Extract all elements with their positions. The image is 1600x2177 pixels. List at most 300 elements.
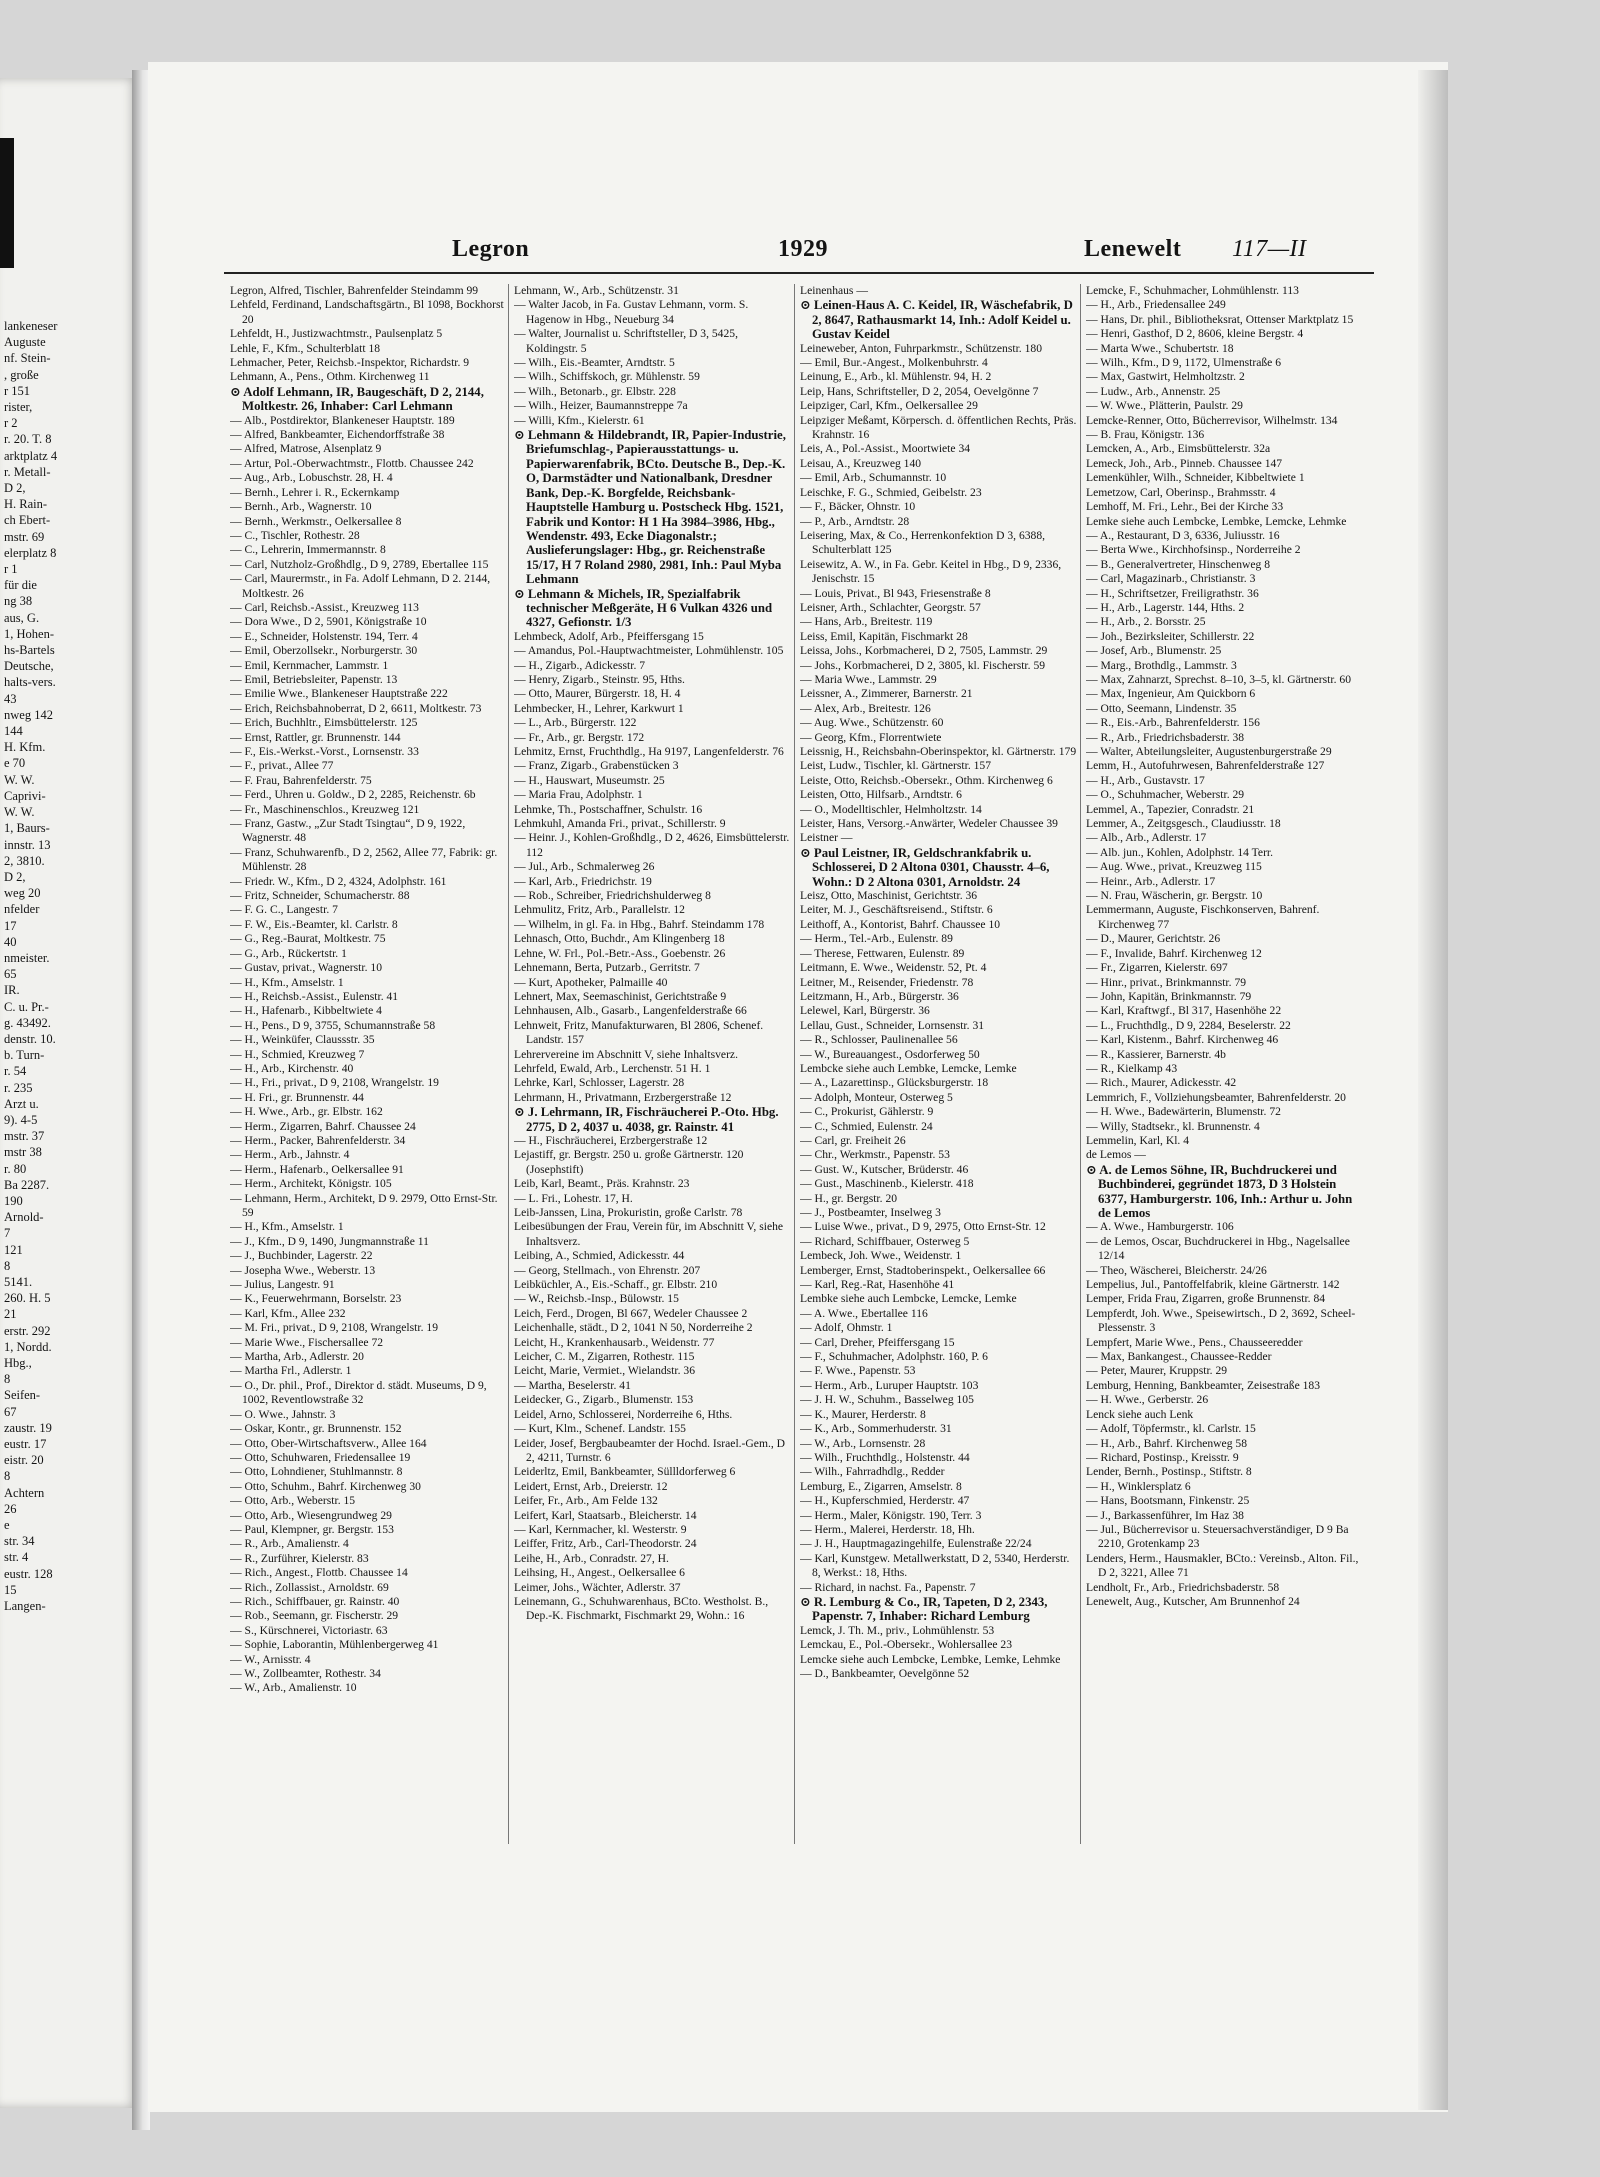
directory-entry: — Herm., Hafenarb., Oelkersallee 91 [230,1162,404,1176]
directory-entry: — R., Schlosser, Paulinenallee 56 [800,1033,958,1047]
directory-entry: Lemmel, A., Tapezier, Conradstr. 21 [1086,802,1255,816]
facing-page-line: Auguste [4,335,46,350]
directory-entry: — Wilh., Fruchthdlg., Holstenstr. 44 [800,1450,970,1464]
directory-entry: — Richard, Postinsp., Kreisstr. 9 [1086,1450,1239,1464]
facing-page-line: 260. H. 5 [4,1291,51,1306]
directory-entry: Leib, Karl, Beamt., Präs. Krahnstr. 23 [514,1177,690,1191]
facing-page-line: W. W. [4,805,35,820]
facing-page-line: str. 34 [4,1534,35,1549]
facing-page-line: lankeneser [4,319,58,333]
directory-entry: — Fr., Arb., gr. Bergstr. 172 [514,730,645,744]
directory-entry: — A. Wwe., Hamburgerstr. 106 [1086,1220,1234,1234]
page-right-edge [1418,70,1448,2110]
directory-entry: — Rich., Zollassist., Arnoldstr. 69 [230,1580,389,1594]
facing-page-line: r. 80 [4,1161,27,1176]
directory-entry: Leibesübungen der Frau, Verein für, im Abschnitt V, siehe Inhaltsverz. [514,1220,784,1248]
directory-entry: — J., Kfm., D 9, 1490, Jungmannstraße 11 [230,1234,429,1248]
directory-entry: — Martha Frl., Adlerstr. 1 [230,1364,352,1378]
directory-entry: — Wilh., Schiffskoch, gr. Mühlenstr. 59 [514,370,700,384]
directory-entry: — A. Wwe., Ebertallee 116 [800,1306,928,1320]
facing-page-line: Ba 2287. [4,1177,50,1192]
directory-entry: Lemmermann, Auguste, Fischkonserven, Bahrenf. Kirchenweg 77 [1086,903,1320,931]
facing-page-line: 7 [4,1226,11,1241]
directory-entry: — Otto, Arb., Weberstr. 15 [230,1494,356,1508]
directory-entry: — Otto, Lohndiener, Stuhlmannstr. 8 [230,1465,403,1479]
directory-entry: — Carl, Maurermstr., in Fa. Adolf Lehmann, D 2. 2144, Moltkestr. 26 [230,572,491,600]
directory-entry: — Alfred, Matrose, Alsenplatz 9 [230,442,382,456]
directory-entry: — F., privat., Allee 77 [230,759,334,773]
directory-entry: — Fr., Maschinenschlos., Kreuzweg 121 [230,802,420,816]
directory-entry: — C., Lehrerin, Immermannstr. 8 [230,543,386,557]
directory-entry: — Maria Frau, Adolphstr. 1 [514,788,643,802]
directory-entry: Lehnemann, Berta, Putzarb., Gerritstr. 7 [514,961,700,975]
directory-entry: Lemetzow, Carl, Oberinsp., Brahmsstr. 4 [1086,485,1276,499]
directory-entry: — H., Arb., Friedensallee 249 [1086,298,1226,312]
directory-entry: — Carl, Reichsb.-Assist., Kreuzweg 113 [230,600,419,614]
directory-entry: — W., Bureauangest., Osdorferweg 50 [800,1047,980,1061]
directory-entry: — Fritz, Schneider, Schumacherstr. 88 [230,889,410,903]
column-rule [794,284,795,1844]
directory-entry: Leicht, Marie, Vermiet., Wielandstr. 36 [514,1364,696,1378]
directory-entry: — Karl, Kfm., Allee 232 [230,1306,346,1320]
directory-entry: — Paul, Klempner, gr. Bergstr. 153 [230,1522,394,1536]
directory-entry: Leischke, F. G., Schmied, Geibelstr. 23 [800,485,982,499]
directory-entry: — H., Fri., privat., D 9, 2108, Wrangelstr. 19 [230,1076,439,1090]
facing-page-line: arktplatz 4 [4,448,58,463]
page-tab-mark [0,138,14,268]
directory-entry: Lemm, H., Autofuhrwesen, Bahrenfelderstraße 127 [1086,759,1325,773]
facing-page-line: r 2 [4,416,18,431]
directory-entry: — J. H., Hauptmagazingehilfe, Eulenstraße 22/24 [800,1537,1032,1551]
directory-entry: Lehmitz, Ernst, Fruchthdlg., Ha 9197, Langenfelderstr. 76 [514,745,784,758]
facing-page-line: aus, G. [4,610,40,625]
directory-entry: Leister, Hans, Versorg.-Anwärter, Wedeler Chaussee 39 [800,817,1058,831]
directory-entry: Leiter, M. J., Geschäftsreisend., Stiftstr. 6 [800,903,993,917]
column-rule [508,284,509,1844]
directory-column-4 [1086,284,1364,1844]
directory-entry: Leifert, Karl, Staatsarb., Bleicherstr. 14 [514,1508,697,1522]
facing-page-line: 65 [4,967,17,982]
directory-entry: Lempelius, Jul., Pantoffelfabrik, kleine Gärtnerstr. 142 [1086,1278,1340,1292]
facing-page-line: e [4,1518,10,1533]
directory-entry: — G., Reg.-Baurat, Moltkestr. 75 [230,932,386,946]
directory-entry: — A., Restaurant, D 3, 6336, Juliusstr. 16 [1086,528,1280,542]
directory-entry: — L., Fruchthdlg., D 9, 2284, Beselerstr. 22 [1086,1018,1291,1032]
directory-entry: Leistner — [800,831,853,845]
directory-entry: — Franz, Gastw., „Zur Stadt Tsingtau“, D 9, 1922, Wagnerstr. 48 [230,817,466,845]
directory-entry: — Friedr. W., Kfm., D 2, 4324, Adolphstr. 161 [230,874,447,888]
directory-entry: — H., Weinküfer, Claussstr. 35 [230,1033,375,1047]
directory-entry: — Emil, Kernmacher, Lammstr. 1 [230,658,389,672]
directory-entry: — Adolph, Monteur, Osterweg 5 [800,1090,953,1104]
directory-entry: — H., Kfm., Amselstr. 1 [230,1220,344,1234]
directory-entry: Lemckau, E., Pol.-Obersekr., Wohlersallee 23 [800,1638,1012,1652]
directory-entry: — Henry, Zigarb., Steinstr. 95, Hths. [514,672,685,686]
directory-entry: — H. Wwe., Arb., gr. Elbstr. 162 [230,1105,383,1119]
directory-entry: Lehne, W. Frl., Pol.-Betr.-Ass., Goebenstr. 26 [514,946,726,960]
directory-entry: Leitzmann, H., Arb., Bürgerstr. 36 [800,989,959,1003]
directory-entry: — Chr., Werkmstr., Papenstr. 53 [800,1148,950,1162]
directory-entry: — Emilie Wwe., Blankeneser Hauptstraße 222 [230,687,448,701]
directory-entry: — Luise Wwe., privat., D 9, 2975, Otto Ernst-Str. 12 [800,1220,1046,1234]
directory-entry: — Adolf, Töpfermstr., kl. Carlstr. 15 [1086,1422,1256,1436]
directory-entry: — Herm., Malerei, Herderstr. 18, Hh. [800,1522,975,1536]
directory-entry: Lemburg, Henning, Bankbeamter, Zeisestraße 183 [1086,1378,1321,1392]
directory-entry: — C., Prokurist, Gählerstr. 9 [800,1105,934,1119]
facing-page-line: 67 [4,1404,17,1419]
directory-entry: Lemmer, A., Zeitgsgesch., Claudiusstr. 18 [1086,817,1281,831]
directory-entry: Leidert, Ernst, Arb., Dreierstr. 12 [514,1479,668,1493]
directory-entry: Leissner, A., Zimmerer, Barnerstr. 21 [800,687,973,701]
directory-entry: — W., Arb., Amalienstr. 10 [230,1681,357,1695]
directory-entry: — Walter, Journalist u. Schriftsteller, D 3, 5425, Koldingstr. 5 [514,327,738,355]
directory-entry: Leifer, Fr., Arb., Am Felde 132 [514,1494,658,1508]
facing-page-line: eistr. 20 [4,1453,44,1468]
directory-entry: Leider, Josef, Bergbaubeamter der Hochd. Israel.-Gem., D 2, 4211, Turnstr. 6 [514,1436,786,1464]
directory-entry: Leisewitz, A. W., in Fa. Gebr. Keitel in Hbg., D 9, 2336, Jenischstr. 15 [800,557,1062,586]
directory-entry: — Jul., Bücherrevisor u. Steuersachverständiger, D 9 Ba 2210, Grotenkamp 23 [1086,1522,1349,1551]
directory-entry: Lemcke siehe auch Lembcke, Lembke, Lemke, Lehmke [800,1652,1061,1666]
directory-entry: — Rob., Seemann, gr. Fischerstr. 29 [230,1609,399,1623]
directory-entry: — Alex, Arb., Breitestr. 126 [800,701,931,715]
directory-entry: — Herm., Maler, Königstr. 190, Terr. 3 [800,1508,982,1522]
facing-page-line: Arnold- [4,1210,44,1225]
directory-entry: ⊙ Leinen-Haus A. C. Keidel, IR, Wäschefabrik, D 2, 8647, Rathausmarkt 14, Inh.: Adolf Keidel u. Gustav Keidel [800,298,1073,342]
directory-entry: — Wilh., Heizer, Baumannstreppe 7a [514,399,688,413]
directory-entry: — Peter, Maurer, Kruppstr. 29 [1086,1364,1228,1378]
directory-entry: Lendholt, Fr., Arb., Friedrichsbaderstr. 58 [1086,1580,1280,1594]
facing-page-line: 144 [4,724,23,739]
directory-entry: — H., Arb., Lagerstr. 144, Hths. 2 [1086,600,1245,614]
directory-entry: — Hinr., privat., Brinkmannstr. 79 [1086,975,1247,989]
facing-page-line: zaustr. 19 [4,1420,52,1435]
facing-page-line: 21 [4,1307,17,1322]
directory-entry: — Aug. Wwe., privat., Kreuzweg 115 [1086,860,1262,874]
directory-entry: — Carl, Nutzholz-Großhdlg., D 9, 2789, Ebertallee 115 [230,557,489,571]
facing-page-line: e 70 [4,756,26,771]
directory-entry: — Willi, Kfm., Kielerstr. 61 [514,413,645,427]
directory-entry: — Rich., Schiffbauer, gr. Rainstr. 40 [230,1594,400,1608]
directory-entry: Lehmulitz, Fritz, Arb., Parallelstr. 12 [514,903,685,917]
directory-entry: — W., Reichsb.-Insp., Bülowstr. 15 [514,1292,679,1306]
directory-entry: — Lehmann, Herm., Architekt, D 9. 2979, Otto Ernst-Str. 59 [230,1191,498,1219]
directory-entry: — Aug. Wwe., Schützenstr. 60 [800,716,944,730]
directory-entry: — Karl, Kernmacher, kl. Westerstr. 9 [514,1522,687,1536]
directory-entry: Lehrfeld, Ewald, Arb., Lerchenstr. 51 H. 1 [514,1061,711,1075]
directory-entry: Lehrervereine im Abschnitt V, siehe Inhaltsverz. [514,1047,738,1061]
directory-entry: Lenck siehe auch Lenk [1086,1407,1194,1421]
facing-page-line: 190 [4,1193,23,1208]
directory-entry: Leibküchler, A., Eis.-Schaff., gr. Elbstr. 210 [514,1278,718,1292]
directory-entry: — H., Hafenarb., Kibbeltwiete 4 [230,1004,382,1018]
directory-entry: — Marta Wwe., Schubertstr. 18 [1086,341,1234,355]
directory-entry: Leiderltz, Emil, Bankbeamter, Süllldorferweg 6 [514,1465,736,1479]
directory-entry: — Max, Bankangest., Chaussee-Redder [1086,1350,1272,1364]
directory-entry: — Karl, Kunstgew. Metallwerkstatt, D 2, 5340, Herderstr. 8, Werkst.: 18, Hths. [800,1551,1070,1580]
directory-entry: — Georg, Stellmach., von Ehrenstr. 207 [514,1263,701,1277]
directory-entry: ⊙ Adolf Lehmann, IR, Baugeschäft, D 2, 2144, Moltkestr. 26, Inhaber: Carl Lehmann [230,384,484,414]
directory-entry: — H., Hauswart, Museumstr. 25 [514,773,665,787]
facing-page-line: 15 [4,1582,17,1597]
directory-entry: — Herm., Packer, Bahrenfelderstr. 34 [230,1133,406,1147]
directory-entry: Leich, Ferd., Drogen, Bl 667, Wedeler Chaussee 2 [514,1306,748,1320]
facing-page-line: Deutsche, [4,659,54,674]
directory-entry: — Walter Jacob, in Fa. Gustav Lehmann, vorm. S. Hagenow in Hbg., Neueburg 34 [514,298,749,326]
facing-page-line: elerplatz 8 [4,545,57,560]
directory-entry: — Herm., Arb., Luruper Hauptstr. 103 [800,1378,979,1392]
directory-entry: — Fr., Zigarren, Kielerstr. 697 [1086,961,1228,975]
facing-page-line: nmeister. [4,950,50,965]
directory-entry: — Ferd., Uhren u. Goldw., D 2, 2285, Reichenstr. 6b [230,788,476,802]
facing-page-line: innstr. 13 [4,837,51,852]
directory-entry: — Bernh., Arb., Wagnerstr. 10 [230,500,372,514]
directory-entry: Lehmbeck, Adolf, Arb., Pfeiffersgang 15 [514,629,704,643]
directory-entry: Lemcke-Renner, Otto, Bücherrevisor, Wilhelmstr. 134 [1086,413,1338,427]
directory-entry: Leiss, Emil, Kapitän, Fischmarkt 28 [800,629,968,643]
directory-entry: — Emil, Bur.-Angest., Molkenbuhrstr. 4 [800,356,988,370]
directory-entry: — Ludw., Arb., Annenstr. 25 [1086,384,1221,398]
directory-entry: — O., Schuhmacher, Weberstr. 29 [1086,788,1245,802]
facing-page-line: mstr. 69 [4,529,45,544]
directory-entry: — Alb., Postdirektor, Blankeneser Hauptstr. 189 [230,413,455,427]
directory-entry: — Gust. W., Kutscher, Brüderstr. 46 [800,1162,969,1176]
directory-entry: — Herm., Architekt, Königstr. 105 [230,1177,392,1191]
directory-entry: Leisten, Otto, Hilfsarb., Arndtstr. 6 [800,788,962,802]
directory-entry: — R., Arb., Amalienstr. 4 [230,1537,349,1551]
directory-entry: Leinenhaus — [800,284,868,297]
directory-entry: Leisau, A., Kreuzweg 140 [800,456,922,470]
directory-entry: — Willy, Stadtsekr., kl. Brunnenstr. 4 [1086,1119,1260,1133]
directory-entry: — Otto, Seemann, Lindenstr. 35 [1086,701,1237,715]
facing-page-line: r 151 [4,383,31,398]
directory-column-3 [800,284,1078,1844]
facing-page-line: weg 20 [4,886,41,901]
directory-entry: Lempfert, Marie Wwe., Pens., Chausseeredder [1086,1335,1303,1349]
directory-entry: — Johs., Korbmacherei, D 2, 3805, kl. Fischerstr. 59 [800,658,1046,672]
directory-entry: — D., Maurer, Gerichtstr. 26 [1086,932,1221,946]
directory-entry: — Wilhelm, in gl. Fa. in Hbg., Bahrf. Steindamm 178 [514,917,765,931]
directory-entry: Leisz, Otto, Maschinist, Gerichtstr. 36 [800,889,978,903]
facing-page-line: für die [4,578,37,593]
directory-entry: Leipziger Meßamt, Körpersch. d. öffentlichen Rechts, Präs. Krahnstr. 16 [800,413,1077,442]
directory-entry: — Carl, Magazinarb., Christianstr. 3 [1086,572,1256,586]
directory-entry: — Wilh., Eis.-Beamter, Arndtstr. 5 [514,356,675,370]
directory-entry: Leinung, E., Arb., kl. Mühlenstr. 94, H. 2 [800,370,992,384]
directory-entry: — Josef, Arb., Blumenstr. 25 [1086,644,1222,658]
facing-page-line: , große [4,367,39,382]
directory-entry: Lemmelin, Karl, Kl. 4 [1086,1133,1190,1147]
facing-page-line: eustr. 128 [4,1566,53,1581]
directory-entry: Lehmke, Th., Postschaffner, Schulstr. 16 [514,802,703,816]
facing-page-line: r 1 [4,562,18,577]
directory-entry: — E., Schneider, Holstenstr. 194, Terr. 4 [230,629,418,643]
directory-entry: — Walter, Abteilungsleiter, Augustenburgerstraße 29 [1086,745,1332,758]
directory-entry: — Alb., Arb., Adlerstr. 17 [1086,831,1207,845]
facing-page-line: 1, Nordd. [4,1339,52,1354]
directory-entry: — John, Kapitän, Brinkmannstr. 79 [1086,989,1252,1003]
directory-entry: Leip, Hans, Schriftsteller, D 2, 2054, Oevelgönne 7 [800,384,1039,398]
facing-page-line: Hbg., [4,1356,32,1370]
directory-entry: — H., Arb., Gustavstr. 17 [1086,773,1205,787]
directory-entry: — Karl, Kistenm., Bahrf. Kirchenweg 46 [1086,1033,1279,1047]
directory-entry: — Martha, Arb., Adlerstr. 20 [230,1350,364,1364]
facing-page-line: ch Ebert- [4,513,51,528]
directory-entry: — C., Schmied, Eulenstr. 24 [800,1119,933,1133]
directory-entry: — H., Kupferschmied, Herderstr. 47 [800,1494,970,1508]
directory-entry: Leineweber, Anton, Fuhrparkmstr., Schützenstr. 180 [800,341,1042,355]
directory-entry: — R., Zurführer, Kielerstr. 83 [230,1551,369,1565]
directory-entry: Lemmrich, F., Vollziehungsbeamter, Bahrenfelderstr. 20 [1086,1090,1346,1104]
directory-entry: Leissnig, H., Reichsbahn-Oberinspektor, kl. Gärtnerstr. 179 [800,745,1077,758]
directory-entry: — Karl, Reg.-Rat, Hasenhöhe 41 [800,1278,955,1292]
directory-column-1 [230,284,508,1844]
directory-entry: — Joh., Bezirksleiter, Schillerstr. 22 [1086,629,1255,643]
directory-entry: — de Lemos, Oscar, Buchdruckerei in Hbg., Nagelsallee 12/14 [1086,1234,1350,1263]
directory-entry: — P., Arb., Arndtstr. 28 [800,514,910,528]
directory-entry: — Bernh., Lehrer i. R., Eckernkamp [230,485,400,499]
directory-entry: — S., Kürschnerei, Victoriastr. 63 [230,1623,388,1637]
directory-entry: — Sophie, Laborantin, Mühlenbergerweg 41 [230,1638,439,1652]
directory-entry: — A., Lazarettinsp., Glücksburgerstr. 18 [800,1076,989,1090]
facing-page-line: r. 20. T. 8 [4,432,52,447]
directory-entry: — M. Fri., privat., D 9, 2108, Wrangelstr. 19 [230,1321,438,1335]
directory-entry: Legron, Alfred, Tischler, Bahrenfelder Steindamm 99 [230,284,479,297]
directory-entry: — O. Wwe., Jahnstr. 3 [230,1407,336,1421]
directory-entry: ⊙ R. Lemburg & Co., IR, Tapeten, D 2, 2343, Papenstr. 7, Inhaber: Richard Lemburg [800,1594,1048,1624]
directory-entry: Lehnert, Max, Seemaschinist, Gerichtstraße 9 [514,989,727,1003]
directory-entry: Lehmann, W., Arb., Schützenstr. 31 [514,284,679,297]
directory-entry: Leicht, H., Krankenhausarb., Weidenstr. 77 [514,1335,715,1349]
directory-entry: — Martha, Beselerstr. 41 [514,1378,631,1392]
directory-entry: — H. Wwe., Gerberstr. 26 [1086,1393,1209,1407]
directory-entry: Lehfeld, Ferdinand, Landschaftsgärtn., Bl 1098, Bockhorst 20 [230,298,504,326]
directory-entry: — Herm., Tel.-Arb., Eulenstr. 89 [800,932,953,946]
directory-entry: — Dora Wwe., D 2, 5901, Königstraße 10 [230,615,427,629]
directory-entry: — Max, Gastwirt, Helmholtzstr. 2 [1086,370,1245,384]
facing-page-line: 17 [4,918,17,933]
directory-entry: — Maria Wwe., Lammstr. 29 [800,672,937,686]
facing-page-line: str. 4 [4,1550,29,1565]
directory-entry: — Otto, Schuhm., Bahrf. Kirchenweg 30 [230,1479,421,1493]
directory-entry: Leihsing, H., Angest., Oelkersallee 6 [514,1566,685,1580]
directory-entry: — F. Frau, Bahrenfelderstr. 75 [230,773,372,787]
directory-entry: Leiste, Otto, Reichsb.-Obersekr., Othm. Kirchenweg 6 [800,773,1053,787]
directory-entry: Lemhoff, M. Fri., Lehr., Bei der Kirche 33 [1086,500,1284,514]
facing-page-line: 1, Hohen- [4,626,54,641]
facing-page-line: 40 [4,934,17,949]
facing-page-text-fragments [4,318,134,1614]
facing-page-line: 2, 3810. [4,853,45,868]
header-year: 1929 [778,236,828,262]
facing-page-edge [0,78,138,2108]
directory-entry: — Oskar, Kontr., gr. Brunnenstr. 152 [230,1422,402,1436]
directory-entry: — Otto, Arb., Wiesengrundweg 29 [230,1508,392,1522]
facing-page-line: eustr. 17 [4,1437,47,1452]
directory-entry: — Rich., Angest., Flottb. Chaussee 14 [230,1566,408,1580]
facing-page-line: halts-vers. [4,675,56,690]
facing-page-line: Caprivi- [4,788,46,803]
facing-page-line: r. 54 [4,1064,27,1079]
directory-entry: Lender, Bernh., Postinsp., Stiftstr. 8 [1086,1465,1252,1479]
directory-entry: — F., Schuhmacher, Adolphstr. 160, P. 6 [800,1350,988,1364]
directory-entry: — Heinr., Arb., Adlerstr. 17 [1086,874,1216,888]
header-page-number: 117—II [1232,236,1307,262]
directory-entry: Lellau, Gust., Schneider, Lornsenstr. 31 [800,1018,985,1032]
facing-page-line: 1, Baurs- [4,821,50,836]
directory-entry: Leihe, H., Arb., Conradstr. 27, H. [514,1551,669,1565]
directory-entry: — Amandus, Pol.-Hauptwachtmeister, Lohmühlenstr. 105 [514,644,784,658]
directory-entry: Leichenhalle, städt., D 2, 1041 N 50, Norderreihe 2 [514,1321,753,1335]
directory-entry: — H., gr. Bergstr. 20 [800,1191,898,1205]
directory-entry: Lehmacher, Peter, Reichsb.-Inspektor, Richardstr. 9 [230,356,470,370]
directory-entry: — D., Bankbeamter, Oevelgönne 52 [800,1667,970,1680]
directory-entry: — F., Eis.-Werkst.-Vorst., Lornsenstr. 33 [230,745,419,758]
directory-entry: — Artur, Pol.-Oberwachtmstr., Flottb. Chaussee 242 [230,456,474,470]
directory-entry: — Rob., Schreiber, Friedrichshulderweg 8 [514,889,711,903]
directory-entry: ⊙ Lehmann & Hildebrandt, IR, Papier-Industrie, Briefumschlag-, Papierausstattungs- u. Papierwarenfabrik, BCto. Deutsche B., Dep.-K. O, Darmstädter und Nationalbank, Dresdner Bank, Dep.-K. Borgfelde, Reichsbank-Hauptstelle Hamburg u. Postscheck Hbg. 1521, Fabrik und Kontor: H 1 Ha 3984–3986, Hbg., Wendenstr. 493, Ecke Diagonalstr.; Auslieferungslager: Hbg., gr. Reichenstraße 15/17, H 7 Roland 2980, 2981, Inh.: Paul Myba Lehmann [514,428,786,587]
directory-entry: Lehmkuhl, Amanda Fri., privat., Schillerstr. 9 [514,817,726,831]
directory-entry: — Karl, Kraftwgf., Bl 317, Hasenhöhe 22 [1086,1004,1282,1018]
directory-entry: Lehfeldt, H., Justizwachtmstr., Paulsenplatz 5 [230,327,443,341]
directory-column-2 [514,284,792,1844]
directory-entry: Lehrmann, H., Privatmann, Erzbergerstraße 12 [514,1090,732,1104]
directory-entry: — Ernst, Rattler, gr. Brunnenstr. 144 [230,730,401,744]
directory-entry: — L. Fri., Lohestr. 17, H. [514,1191,633,1205]
directory-entry: Lembcke siehe auch Lembke, Lemcke, Lemke [800,1061,1017,1075]
directory-entry: — Carl, gr. Freiheit 26 [800,1133,906,1147]
directory-entry: — K., Arb., Sommerhuderstr. 31 [800,1422,952,1436]
directory-entry: — Erich, Buchhltr., Eimsbüttelerstr. 125 [230,716,418,730]
directory-entry: Leidel, Arno, Schlosserei, Norderreihe 6, Hths. [514,1407,733,1421]
facing-page-line: mstr 38 [4,1145,42,1160]
directory-entry: — Hans, Bootsmann, Finkenstr. 25 [1086,1494,1250,1508]
directory-entry: — Emil, Arb., Schumannstr. 10 [800,471,947,485]
directory-entry: Lemper, Frida Frau, Zigarren, große Brunnenstr. 84 [1086,1292,1326,1306]
directory-entry: Lehnweit, Fritz, Manufakturwaren, Bl 2806, Schenef. Landstr. 157 [514,1018,764,1047]
directory-entry: — R., Kielkamp 43 [1086,1061,1178,1075]
directory-entry: — H. Wwe., Badewärterin, Blumenstr. 72 [1086,1105,1281,1119]
facing-page-line: nweg 142 [4,707,53,722]
directory-entry: — L., Arb., Bürgerstr. 122 [514,716,637,730]
facing-page-line: 9). 4-5 [4,1112,38,1127]
directory-entry: — B. Frau, Königstr. 136 [1086,428,1205,442]
directory-entry: — Carl, Dreher, Pfeiffersgang 15 [800,1335,955,1349]
directory-entry: — Gust., Maschinenb., Kielerstr. 418 [800,1177,974,1191]
directory-entry: — Alb. jun., Kohlen, Adolphstr. 14 Terr. [1086,845,1274,859]
directory-entry: — Otto, Maurer, Bürgerstr. 18, H. 4 [514,687,681,701]
directory-entry: ⊙ A. de Lemos Söhne, IR, Buchdruckerei und Buchbinderei, gegründet 1873, D 3 Holstein 6377, Hamburgerstr. 106, Inh.: Arthur u. John de Lemos [1086,1162,1353,1220]
directory-entry: Lemke siehe auch Lembcke, Lembke, Lemcke, Lehmke [1086,514,1347,528]
directory-entry: — Bernh., Werkmstr., Oelkersallee 8 [230,514,402,528]
directory-entry: — Emil, Oberzollsekr., Norburgerstr. 30 [230,644,418,658]
directory-entry: Leis, A., Pol.-Assist., Moortwiete 34 [800,442,971,456]
directory-entry: Lenewelt, Aug., Kutscher, Am Brunnenhof 24 [1086,1594,1300,1608]
directory-entry: — Herm., Zigarren, Bahrf. Chaussee 24 [230,1119,416,1133]
directory-entry: Lemcken, A., Arb., Eimsbüttelerstr. 32a [1086,442,1271,456]
directory-entry: — Emil, Betriebsleiter, Papenstr. 13 [230,672,398,686]
directory-entry: Lehnhausen, Alb., Gasarb., Langenfelderstraße 66 [514,1004,747,1018]
directory-entry: — J., Postbeamter, Inselweg 3 [800,1206,941,1219]
facing-page-line: Achtern [4,1485,45,1500]
directory-entry: de Lemos — [1086,1148,1146,1162]
directory-entry: Lembeck, Joh. Wwe., Weidenstr. 1 [800,1249,962,1263]
directory-entry: — Georg, Kfm., Florrentwiete [800,730,942,744]
directory-entry: — Franz, Schuhwarenfb., D 2, 2562, Allee 77, Fabrik: gr. Mühlenstr. 28 [230,845,498,874]
directory-entry: — N. Frau, Wäscherin, gr. Bergstr. 10 [1086,889,1263,903]
directory-entry: — Alfred, Bankbeamter, Eichendorffstraße 38 [230,428,445,442]
directory-entry: — Otto, Ober-Wirtschaftsverw., Allee 164 [230,1436,427,1450]
facing-page-line: D 2, [4,481,26,496]
